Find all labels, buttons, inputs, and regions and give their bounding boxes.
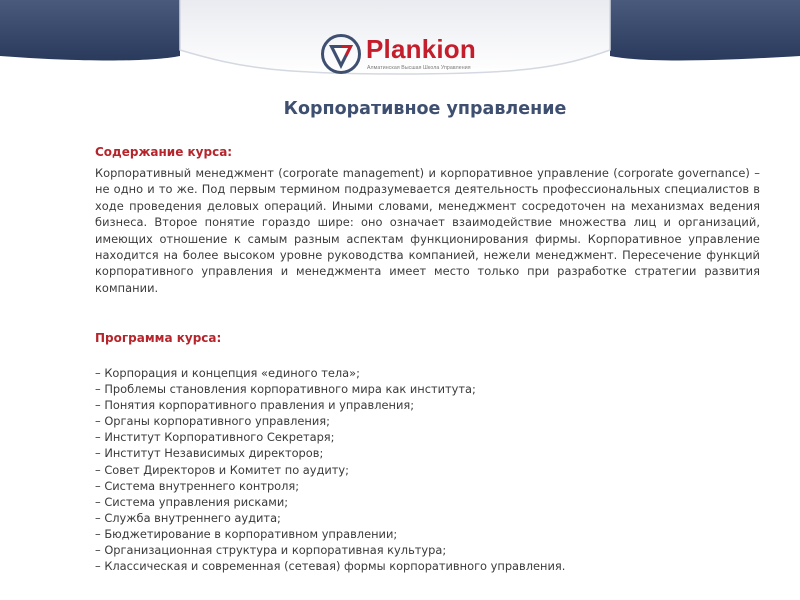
program-item: – Корпорация и концепция «единого тела»; [95,366,360,380]
plankion-logo [320,33,480,77]
program-item: – Служба внутреннего аудита; [95,510,281,525]
program-title: Программа курса: [95,331,222,345]
program-list [95,365,755,574]
program-item: – Классическая и современная (сетевая) формы корпоративного управления. [95,559,566,574]
program-item: – Институт Корпоративного Секретаря; [95,430,335,445]
program-item: – Институт Независимых директоров; [95,446,324,461]
contents-title: Содержание курса: [95,145,233,159]
program-item: – Совет Директоров и Комитет по аудиту; [95,462,349,477]
program-item: – Система внутреннего контроля; [95,478,300,493]
brand-name: Plankion [366,34,476,64]
program-item: – Проблемы становления корпоративного мира как института; [95,382,476,397]
program-item: – Система управления рисками; [95,494,289,509]
contents-text: Корпоративный менеджмент (corporate management) и корпоративное управление (corporate governance) – не одно и то же. Под первым термином подразумевается деятельность профессиональных специалистов в ходе проведения деловых операций. Иными словами, менеджмент сосредоточен на механизмах ведения бизнеса. Второе понятие гораздо шире: оно означает взаимодействие множества лиц и организаций, имеющих отношение к самым разным аспектам функционирования фирмы. Корпоративное управление находится на более высоком уровне руководства компанией, нежели менеджмент. Пересечение функций корпоративного управления и менеджмента имеет место только при разработке стратегии развития компании. [95,166,760,295]
program-item: – Бюджетирование в корпоративном управлении; [95,526,398,541]
program-item: – Организационная структура и корпоративная культура; [95,543,447,558]
program-item: – Понятия корпоративного правления и управления; [95,398,415,413]
brand-tagline: Алматинская Высшая Школа Управления [367,65,471,71]
program-item: – Органы корпоративного управления; [95,414,330,429]
plankion-logo-icon [320,33,362,75]
page-title: Корпоративное управление [283,99,567,119]
